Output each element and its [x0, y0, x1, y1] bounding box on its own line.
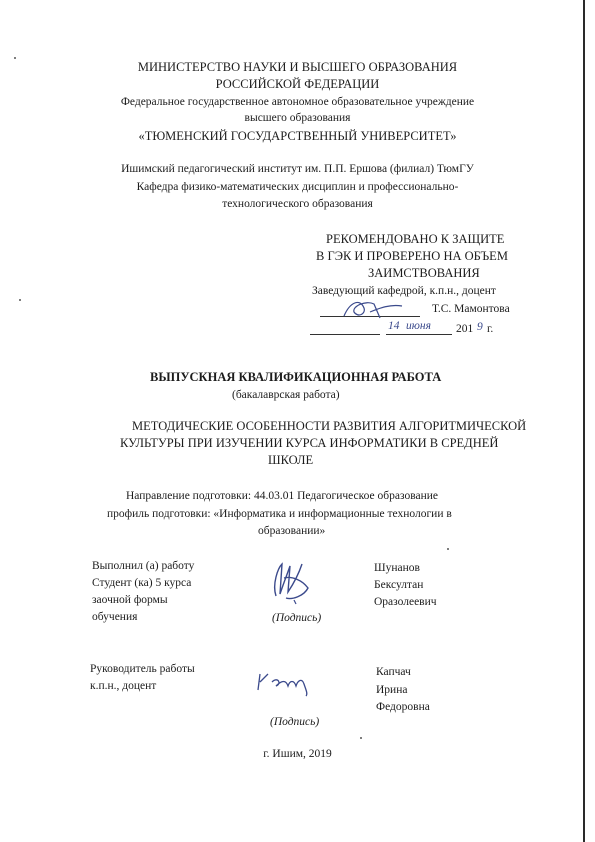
- scan-speck: [360, 737, 362, 739]
- supervisor-name: Ирина: [376, 684, 408, 696]
- student-name: Бексултан: [374, 579, 424, 591]
- work-title-line-1: МЕТОДИЧЕСКИЕ ОСОБЕННОСТИ РАЗВИТИЯ АЛГОРИТМИЧЕСКОЙ: [132, 419, 527, 433]
- study-profile-line-1: профиль подготовки: «Информатика и информационные технологии в: [107, 508, 452, 520]
- supervisor-label-line-1: Руководитель работы: [90, 663, 195, 675]
- student-label-line-4: обучения: [92, 611, 138, 623]
- scan-speck: [447, 548, 449, 550]
- student-label-line-1: Выполнил (а) работу: [92, 560, 195, 572]
- date-month-line: [386, 334, 452, 335]
- university-name: «ТЮМЕНСКИЙ ГОСУДАРСТВЕННЫЙ УНИВЕРСИТЕТ»: [138, 129, 457, 143]
- work-type: ВЫПУСКНАЯ КВАЛИФИКАЦИОННАЯ РАБОТА: [150, 370, 442, 384]
- supervisor-signature-caption: (Подпись): [270, 716, 320, 728]
- work-subtype: (бакалаврская работа): [232, 389, 340, 401]
- head-of-department-name: Т.С. Мамонтова: [432, 303, 510, 315]
- study-profile-line-2: образовании»: [258, 525, 326, 537]
- date-end: г.: [487, 323, 494, 335]
- department-line-2: технологического образования: [222, 198, 373, 210]
- department-line-1: Кафедра физико-математических дисциплин и профессионально-: [136, 181, 459, 193]
- supervisor-patronymic: Федоровна: [376, 701, 430, 713]
- work-title-line-2: КУЛЬТУРЫ ПРИ ИЗУЧЕНИИ КУРСА ИНФОРМАТИКИ В СРЕДНЕЙ: [120, 436, 499, 450]
- student-label-line-2: Студент (ка) 5 курса: [92, 577, 192, 589]
- date-year-suffix: 9: [477, 321, 483, 333]
- date-month: июня: [406, 320, 431, 332]
- work-title-line-3: ШКОЛЕ: [268, 453, 314, 467]
- institution-line-1: Федеральное государственное автономное образовательное учреждение: [120, 96, 475, 108]
- scan-speck: [14, 57, 16, 59]
- approval-line-2: В ГЭК И ПРОВЕРЕНО НА ОБЪЕМ: [316, 249, 508, 263]
- student-label-line-3: заочной формы: [92, 594, 168, 606]
- approval-line-3: ЗАИМСТВОВАНИЯ: [368, 266, 480, 280]
- supervisor-surname: Капчач: [376, 666, 411, 678]
- city-year: г. Ишим, 2019: [263, 748, 332, 760]
- student-surname: Шунанов: [374, 562, 420, 574]
- student-signature-caption: (Подпись): [272, 612, 322, 624]
- institute-name: Ишимский педагогический институт им. П.П. Ершова (филиал) ТюмГУ: [121, 163, 474, 175]
- head-of-department-title: Заведующий кафедрой, к.п.н., доцент: [312, 285, 496, 297]
- date-day: 14: [388, 320, 400, 332]
- supervisor-label-line-2: к.п.н., доцент: [90, 680, 157, 692]
- scan-edge-line: [583, 0, 585, 842]
- date-day-line: [310, 334, 380, 335]
- student-signature: [258, 556, 318, 611]
- approval-line-1: РЕКОМЕНДОВАНО К ЗАЩИТЕ: [326, 232, 505, 246]
- institution-line-2: высшего образования: [244, 112, 351, 124]
- supervisor-signature: [252, 668, 316, 698]
- study-direction: Направление подготовки: 44.03.01 Педагогическое образование: [126, 490, 439, 502]
- ministry-line-2: РОССИЙСКОЙ ФЕДЕРАЦИИ: [215, 77, 380, 91]
- student-patronymic: Оразолеевич: [374, 596, 437, 608]
- date-year-prefix: 201: [456, 323, 474, 335]
- ministry-line-1: МИНИСТЕРСТВО НАУКИ И ВЫСШЕГО ОБРАЗОВАНИЯ: [137, 60, 458, 74]
- scan-speck: [19, 299, 21, 301]
